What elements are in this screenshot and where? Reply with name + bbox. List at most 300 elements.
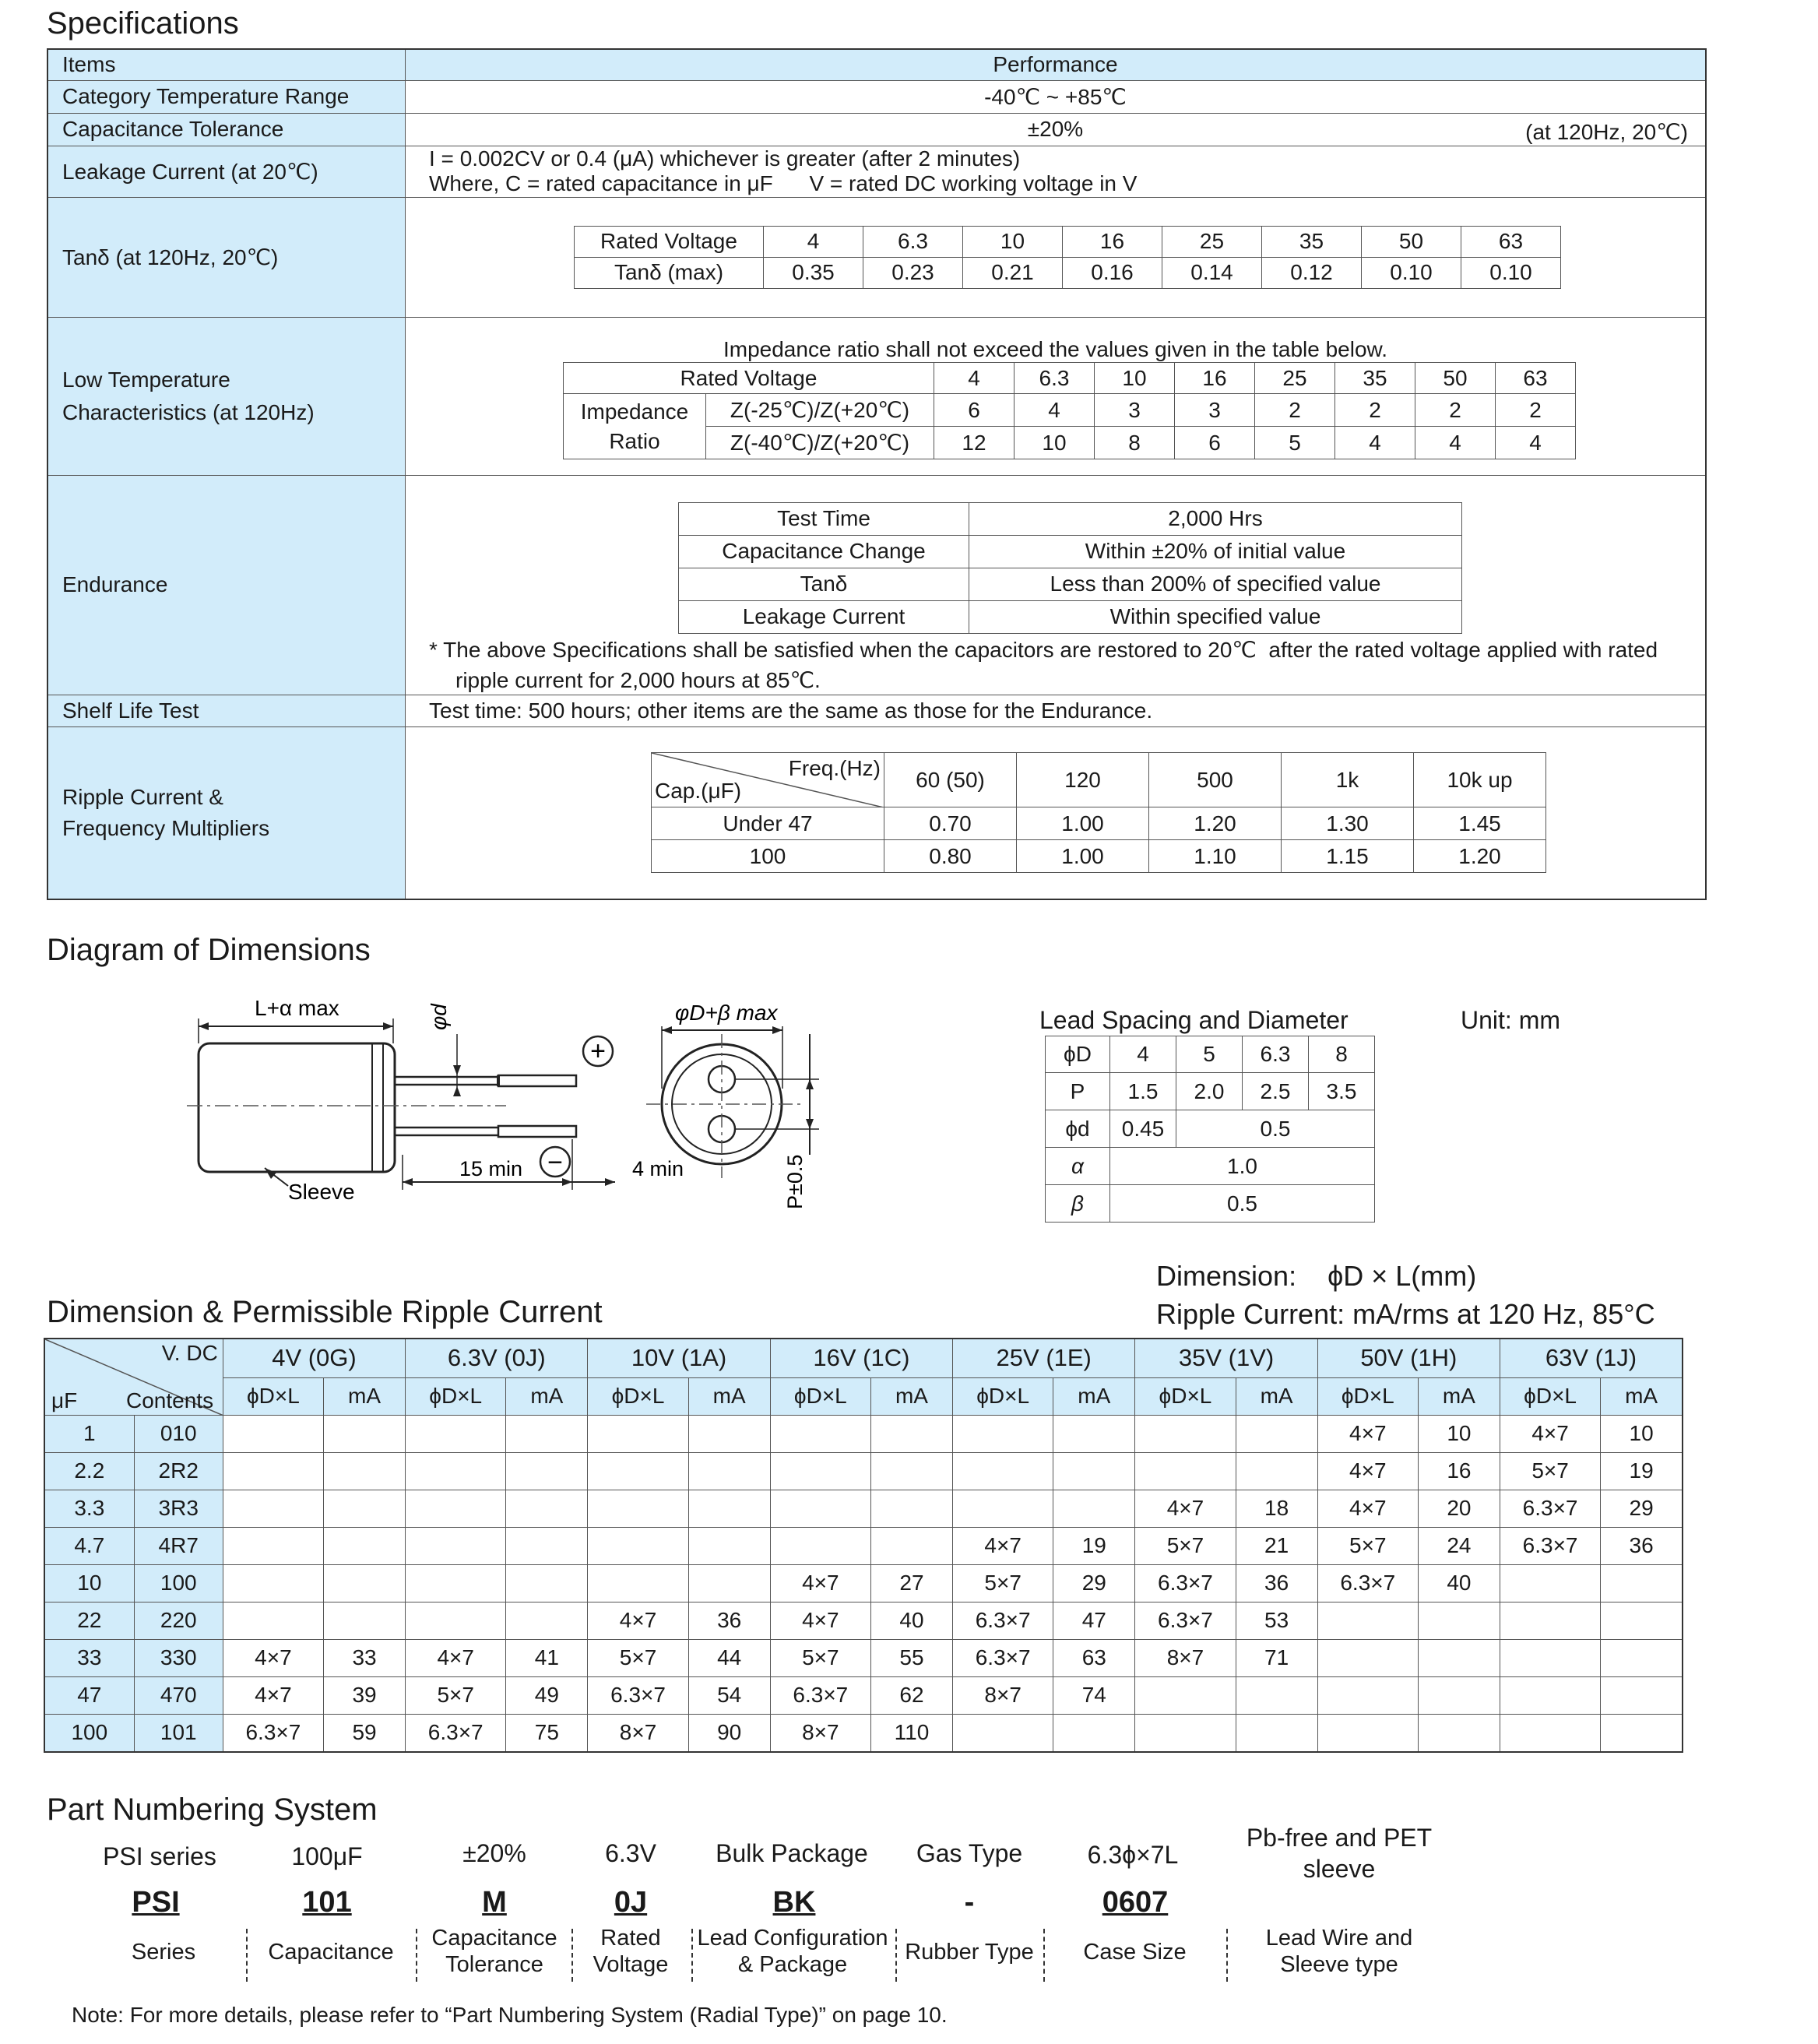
tand-voltage: 10: [963, 226, 1063, 257]
tand-voltage: 63: [1461, 226, 1561, 257]
ripple-cell: [506, 1602, 588, 1639]
ripple-mult: 1.30: [1282, 807, 1414, 840]
tand-value: 0.16: [1063, 257, 1162, 288]
size-cell: 4×7: [1500, 1415, 1601, 1452]
ripple-cell: [870, 1415, 952, 1452]
pn-bottom-tolerance: [420, 1925, 568, 1978]
ripple-cell: [870, 1490, 952, 1527]
impedance-word: Impedance: [580, 399, 689, 424]
contents-cell: 010: [134, 1415, 223, 1452]
ripple-cell: [1418, 1639, 1500, 1676]
size-cell: 5×7: [953, 1564, 1053, 1602]
ripple-cell: 62: [870, 1676, 952, 1714]
lowtemp-voltage: 16: [1175, 363, 1255, 394]
endurance-row-label: Capacitance Change: [679, 535, 969, 568]
lead-title: Lead Spacing and Diameter: [1039, 1006, 1349, 1034]
ripple-cell: 29: [1601, 1490, 1683, 1527]
ripple-cell: 20: [1418, 1490, 1500, 1527]
ripple-cell: [688, 1564, 770, 1602]
ripple-cell: [506, 1415, 588, 1452]
alpha-label: α: [1046, 1148, 1110, 1185]
ripple-cell: [688, 1490, 770, 1527]
ma-subheader: mA: [688, 1377, 770, 1415]
size-cell: [953, 1452, 1053, 1490]
lowtemp-table: [563, 362, 1576, 459]
pn-top-series: PSI series: [103, 1842, 216, 1870]
leakage-line2: Where, C = rated capacitance in μF V = rated DC working voltage in V: [429, 171, 1138, 195]
capacitance-cell: 1: [44, 1415, 134, 1452]
ripple-cell: 21: [1236, 1527, 1317, 1564]
size-cell: 6.3×7: [1317, 1564, 1418, 1602]
ripple-mult: 0.70: [884, 807, 1017, 840]
voltage-header: 6.3V (0J): [406, 1339, 588, 1377]
size-cell: [953, 1490, 1053, 1527]
ripple-cell: [1418, 1676, 1500, 1714]
ripple-cell: 19: [1053, 1527, 1135, 1564]
specifications-table: [47, 48, 1707, 900]
pn-bottom-package-line2: & Package: [737, 1952, 848, 1977]
pn-bottom-tolerance-line2: Tolerance: [445, 1952, 543, 1977]
capacitance-cell: 2.2: [44, 1452, 134, 1490]
size-cell: [223, 1527, 323, 1564]
leakage-label: Leakage Current (at 20℃): [47, 146, 406, 197]
ratio-word: Ratio: [609, 428, 660, 453]
ripple-cell: [1418, 1602, 1500, 1639]
size-cell: 5×7: [1500, 1452, 1601, 1490]
size-cell: [1500, 1564, 1601, 1602]
endurance-row-value: Less than 200% of specified value: [969, 568, 1462, 600]
size-cell: [1135, 1676, 1236, 1714]
size-cell: 6.3×7: [1135, 1602, 1236, 1639]
tand-voltage: 35: [1262, 226, 1362, 257]
ripple-cell: 59: [323, 1714, 405, 1752]
z40-value: 8: [1095, 427, 1175, 459]
ripple-cell: [1418, 1714, 1500, 1752]
part-numbering-title: Part Numbering System: [47, 1792, 378, 1827]
dl-subheader: ϕD×L: [953, 1377, 1053, 1415]
lowtemp-label-line1: Low Temperature: [62, 367, 230, 392]
z25-value: 6: [934, 394, 1014, 427]
pn-bottom-sleeve-line2: Sleeve type: [1280, 1952, 1398, 1977]
beta-label: β: [1046, 1185, 1110, 1223]
dimension-row: [44, 1676, 1683, 1714]
size-cell: 4×7: [770, 1564, 870, 1602]
ripple-cell: [323, 1452, 405, 1490]
size-cell: [223, 1452, 323, 1490]
dimension-row: [44, 1639, 1683, 1676]
endurance-row-label: Tanδ: [679, 568, 969, 600]
min4-label: 4 min: [632, 1157, 684, 1180]
size-cell: [1317, 1602, 1418, 1639]
dimension-table: [44, 1338, 1683, 1753]
pn-top-sleeve-line1: Pb-free and PET: [1246, 1824, 1433, 1852]
ripple-cell: 55: [870, 1639, 952, 1676]
endurance-table: [678, 502, 1462, 634]
endurance-row-label: Leakage Current: [679, 600, 969, 633]
pn-bottom-sleeve-line1: Lead Wire and: [1265, 1926, 1413, 1951]
pn-bottom-sleeve: [1234, 1925, 1444, 1978]
size-cell: 4×7: [1135, 1490, 1236, 1527]
ma-subheader: mA: [1418, 1377, 1500, 1415]
ma-subheader: mA: [506, 1377, 588, 1415]
pn-top-tolerance: ±20%: [462, 1839, 526, 1867]
size-cell: 6.3×7: [1500, 1490, 1601, 1527]
ma-subheader: mA: [870, 1377, 952, 1415]
size-cell: 4×7: [223, 1676, 323, 1714]
ripple-cell: 29: [1053, 1564, 1135, 1602]
ripple-cell: 19: [1601, 1452, 1683, 1490]
p-value: 2.0: [1176, 1073, 1243, 1110]
capacitance-cell: 33: [44, 1639, 134, 1676]
ripple-label-line2: Frequency Multipliers: [62, 815, 270, 840]
size-cell: 5×7: [770, 1639, 870, 1676]
ripple-cell: [323, 1527, 405, 1564]
capacitor-diagram: [179, 987, 1051, 1221]
z25-label: Z(-25℃)/Z(+20℃): [706, 394, 934, 427]
voltage-header: 63V (1J): [1500, 1339, 1683, 1377]
voltage-header: 50V (1H): [1317, 1339, 1500, 1377]
ripple-cell: [1601, 1676, 1683, 1714]
z25-value: 4: [1014, 394, 1095, 427]
size-cell: [406, 1490, 506, 1527]
plus-sign: +: [590, 1036, 606, 1066]
tand-cell: [406, 197, 1707, 317]
ripple-table: [651, 752, 1546, 873]
cap-tol-value: ±20%: [1027, 117, 1084, 141]
size-cell: 5×7: [406, 1676, 506, 1714]
tand-table: [574, 226, 1561, 289]
ripple-cell: 24: [1418, 1527, 1500, 1564]
specifications-title: Specifications: [47, 6, 239, 40]
contents-label: Contents: [126, 1388, 214, 1413]
ripple-cell: 10: [1601, 1415, 1683, 1452]
size-cell: [1500, 1676, 1601, 1714]
ripple-cell: 39: [323, 1676, 405, 1714]
ripple-mult: 1.00: [1017, 840, 1149, 873]
capacitance-cell: 10: [44, 1564, 134, 1602]
ripple-cell: [1236, 1415, 1317, 1452]
size-cell: [406, 1527, 506, 1564]
pn-code-rubber: -: [964, 1886, 975, 1919]
z40-value: 4: [1496, 427, 1576, 459]
size-cell: [1317, 1676, 1418, 1714]
size-cell: [770, 1490, 870, 1527]
ripple-cell: 27: [870, 1564, 952, 1602]
size-cell: 6.3×7: [953, 1602, 1053, 1639]
endurance-row-value: 2,000 Hrs: [969, 502, 1462, 535]
size-cell: [1317, 1714, 1418, 1752]
category-temp-value: -40℃ ~ +85℃: [406, 80, 1707, 113]
ripple-mult: 1.10: [1149, 840, 1282, 873]
ripple-cap: 100: [652, 840, 884, 873]
performance-header: Performance: [406, 49, 1707, 80]
size-cell: [223, 1415, 323, 1452]
tand-value: 0.35: [764, 257, 863, 288]
ripple-cell: [688, 1527, 770, 1564]
z40-value: 5: [1255, 427, 1335, 459]
z25-value: 3: [1175, 394, 1255, 427]
p-value: 3.5: [1309, 1073, 1375, 1110]
size-cell: [588, 1564, 688, 1602]
pn-separator: [416, 1929, 417, 1982]
tand-label: Tanδ (at 120Hz, 20℃): [47, 197, 406, 317]
z40-value: 12: [934, 427, 1014, 459]
tand-value: 0.12: [1262, 257, 1362, 288]
capacitor-body: [199, 1043, 395, 1172]
size-cell: 4×7: [770, 1602, 870, 1639]
lowtemp-rated-label: Rated Voltage: [564, 363, 934, 394]
ripple-cell: 63: [1053, 1639, 1135, 1676]
dimension-title: Dimension & Permissible Ripple Current: [47, 1295, 603, 1329]
ripple-freq: 1k: [1282, 753, 1414, 807]
size-cell: [1500, 1602, 1601, 1639]
size-cell: 8×7: [588, 1714, 688, 1752]
ripple-cell: [870, 1452, 952, 1490]
size-cell: 5×7: [1135, 1527, 1236, 1564]
ripple-cap: Under 47: [652, 807, 884, 840]
voltage-header: 25V (1E): [953, 1339, 1135, 1377]
items-header: Items: [47, 49, 406, 80]
contents-cell: 4R7: [134, 1527, 223, 1564]
z40-value: 4: [1415, 427, 1496, 459]
voltage-header: 16V (1C): [770, 1339, 952, 1377]
contents-cell: 470: [134, 1676, 223, 1714]
p-label: P±0.5: [783, 1154, 807, 1209]
sleeve-label: Sleeve: [288, 1180, 355, 1204]
lowtemp-voltage: 25: [1255, 363, 1335, 394]
size-cell: 4×7: [1317, 1415, 1418, 1452]
tand-value: 0.10: [1362, 257, 1461, 288]
ripple-cell: 47: [1053, 1602, 1135, 1639]
lowtemp-voltage: 6.3: [1014, 363, 1095, 394]
dl-subheader: ϕD×L: [588, 1377, 688, 1415]
size-cell: 4×7: [588, 1602, 688, 1639]
tand-value: 0.21: [963, 257, 1063, 288]
tand-voltage: 25: [1162, 226, 1262, 257]
dimension-row: [44, 1564, 1683, 1602]
ma-subheader: mA: [1236, 1377, 1317, 1415]
lowtemp-label: [47, 317, 406, 475]
cap-label: Cap.(μF): [655, 779, 742, 804]
freq-label: Freq.(Hz): [788, 756, 881, 781]
tand-max-label: Tanδ (max): [575, 257, 764, 288]
pn-top-package: Bulk Package: [716, 1839, 868, 1867]
pn-top-voltage: 6.3V: [605, 1839, 656, 1867]
pn-top-sleeve: [1222, 1822, 1456, 1884]
ripple-cell: 110: [870, 1714, 952, 1752]
ripple-freq: 120: [1017, 753, 1149, 807]
ripple-mult: 1.20: [1149, 807, 1282, 840]
pn-bottom-rubber: Rubber Type: [905, 1940, 1034, 1965]
size-cell: [223, 1490, 323, 1527]
size-cell: [406, 1415, 506, 1452]
minus-sign: −: [547, 1148, 563, 1177]
size-cell: [1135, 1415, 1236, 1452]
ripple-mult: 1.00: [1017, 807, 1149, 840]
tand-value: 0.14: [1162, 257, 1262, 288]
contents-cell: 330: [134, 1639, 223, 1676]
dl-subheader: ϕD×L: [406, 1377, 506, 1415]
z25-value: 2: [1255, 394, 1335, 427]
ripple-cell: 90: [688, 1714, 770, 1752]
alpha-value: 1.0: [1110, 1148, 1375, 1185]
dim-corner: [44, 1339, 223, 1415]
shelf-value: Test time: 500 hours; other items are the same as those for the Endurance.: [406, 695, 1707, 726]
size-cell: [406, 1564, 506, 1602]
contents-cell: 101: [134, 1714, 223, 1752]
lowtemp-cell: [406, 317, 1707, 475]
endurance-row-value: Within ±20% of initial value: [969, 535, 1462, 568]
ripple-mult: 1.45: [1414, 807, 1546, 840]
pn-top-case: 6.3ϕ×7L: [1087, 1841, 1179, 1869]
ma-subheader: mA: [1053, 1377, 1135, 1415]
lowtemp-voltage: 4: [934, 363, 1014, 394]
ripple-cell: [506, 1527, 588, 1564]
ripple-cell: 75: [506, 1714, 588, 1752]
ripple-cell: [323, 1564, 405, 1602]
ripple-cell: 36: [1236, 1564, 1317, 1602]
dimension-row: [44, 1602, 1683, 1639]
p-value: 2.5: [1243, 1073, 1309, 1110]
voltage-header: 4V (0G): [223, 1339, 405, 1377]
size-cell: [1500, 1639, 1601, 1676]
capacitance-cell: 100: [44, 1714, 134, 1752]
pn-separator: [246, 1929, 248, 1982]
endurance-note-line2: ripple current for 2,000 hours at 85℃.: [455, 667, 821, 692]
z40-label: Z(-40℃)/Z(+20℃): [706, 427, 934, 459]
size-cell: [223, 1564, 323, 1602]
pn-bottom-package-line1: Lead Configuration: [697, 1926, 888, 1951]
pn-bottom-tolerance-line1: Capacitance: [431, 1926, 557, 1951]
pn-top-capacitance: 100μF: [291, 1842, 363, 1870]
dimension-row: [44, 1415, 1683, 1452]
pn-bottom-voltage-line1: Rated: [600, 1926, 661, 1951]
size-cell: 8×7: [1135, 1639, 1236, 1676]
ripple-cell: [506, 1490, 588, 1527]
pn-separator: [1226, 1929, 1228, 1982]
dl-subheader: ϕD×L: [1317, 1377, 1418, 1415]
size-cell: 6.3×7: [770, 1676, 870, 1714]
pn-top-sleeve-line2: sleeve: [1303, 1855, 1376, 1883]
ripple-label-line1: Ripple Current &: [62, 784, 223, 809]
dl-subheader: ϕD×L: [1500, 1377, 1601, 1415]
ripple-cell: [323, 1602, 405, 1639]
size-cell: 8×7: [770, 1714, 870, 1752]
tand-value: 0.10: [1461, 257, 1561, 288]
contents-cell: 220: [134, 1602, 223, 1639]
dimension-row: [44, 1527, 1683, 1564]
size-cell: 6.3×7: [1500, 1527, 1601, 1564]
cap-tol-label: Capacitance Tolerance: [47, 113, 406, 146]
ripple-cell: [688, 1452, 770, 1490]
ripple-cell: [323, 1490, 405, 1527]
contents-cell: 3R3: [134, 1490, 223, 1527]
z25-value: 2: [1415, 394, 1496, 427]
dimension-row: [44, 1452, 1683, 1490]
pn-bottom-capacitance: Capacitance: [268, 1940, 394, 1965]
size-cell: [953, 1714, 1053, 1752]
ripple-cell: 36: [1601, 1527, 1683, 1564]
pn-top-rubber: Gas Type: [916, 1839, 1023, 1867]
ripple-cell: 74: [1053, 1676, 1135, 1714]
ripple-cell: 53: [1236, 1602, 1317, 1639]
size-cell: [1317, 1639, 1418, 1676]
ripple-cell: [406, 726, 1707, 899]
cap-tol-note: (at 120Hz, 20℃): [1525, 119, 1688, 144]
voltage-header: 35V (1V): [1135, 1339, 1317, 1377]
ripple-cell: 49: [506, 1676, 588, 1714]
ripple-cell: [870, 1527, 952, 1564]
pn-code-tolerance: M: [482, 1886, 507, 1919]
cap-tol-cell: [406, 113, 1707, 146]
pn-bottom-voltage-line2: Voltage: [593, 1952, 669, 1977]
category-temp-label: Category Temperature Range: [47, 80, 406, 113]
pn-bottom-case: Case Size: [1083, 1940, 1187, 1965]
lowtemp-caption: Impedance ratio shall not exceed the values given in the table below.: [723, 337, 1387, 361]
z25-value: 3: [1095, 394, 1175, 427]
phiD-value: 5: [1176, 1036, 1243, 1073]
vdc-label: V. DC: [161, 1341, 218, 1365]
tand-rated-voltage-label: Rated Voltage: [575, 226, 764, 257]
pn-code-case: 0607: [1102, 1886, 1169, 1919]
tand-voltage: 6.3: [863, 226, 963, 257]
beta-value: 0.5: [1110, 1185, 1375, 1223]
ripple-freq: 60 (50): [884, 753, 1017, 807]
ripple-cell: [1601, 1564, 1683, 1602]
shelf-label: Shelf Life Test: [47, 695, 406, 726]
ripple-cell: [1053, 1452, 1135, 1490]
p-value: 1.5: [1110, 1073, 1176, 1110]
phiD-label: ϕD: [1046, 1036, 1110, 1073]
impedance-ratio-label: [564, 394, 706, 459]
capacitance-cell: 22: [44, 1602, 134, 1639]
ripple-cell: [1236, 1452, 1317, 1490]
ripple-mult: 1.20: [1414, 840, 1546, 873]
lead-spacing-table: [1045, 1036, 1375, 1223]
tand-value: 0.23: [863, 257, 963, 288]
z25-value: 2: [1496, 394, 1576, 427]
endurance-cell: [406, 475, 1707, 695]
capacitance-cell: 3.3: [44, 1490, 134, 1527]
size-cell: 6.3×7: [588, 1676, 688, 1714]
ripple-cell: [323, 1415, 405, 1452]
pn-code-series: PSI: [132, 1886, 180, 1919]
min15-label: 15 min: [459, 1157, 523, 1180]
dl-subheader: ϕD×L: [1135, 1377, 1236, 1415]
capacitance-cell: 47: [44, 1676, 134, 1714]
dimension-note: Dimension: ϕD × L(mm): [1156, 1260, 1477, 1292]
ripple-cell: [1601, 1714, 1683, 1752]
ripple-cell: 36: [688, 1602, 770, 1639]
size-cell: 4×7: [223, 1639, 323, 1676]
lowtemp-voltage: 35: [1335, 363, 1415, 394]
size-cell: [770, 1527, 870, 1564]
phid-value: 0.5: [1176, 1110, 1375, 1148]
leakage-cell: [406, 146, 1707, 197]
ripple-cell: [506, 1452, 588, 1490]
l-label: L+α max: [255, 996, 339, 1020]
voltage-header: 10V (1A): [588, 1339, 770, 1377]
size-cell: 6.3×7: [953, 1639, 1053, 1676]
pn-separator: [571, 1929, 573, 1982]
ripple-cell: 16: [1418, 1452, 1500, 1490]
diagram-title: Diagram of Dimensions: [47, 933, 371, 967]
ripple-cell: 44: [688, 1639, 770, 1676]
pn-code-voltage: 0J: [614, 1886, 648, 1919]
pn-separator: [1043, 1929, 1045, 1982]
lowtemp-voltage: 10: [1095, 363, 1175, 394]
size-cell: 8×7: [953, 1676, 1053, 1714]
